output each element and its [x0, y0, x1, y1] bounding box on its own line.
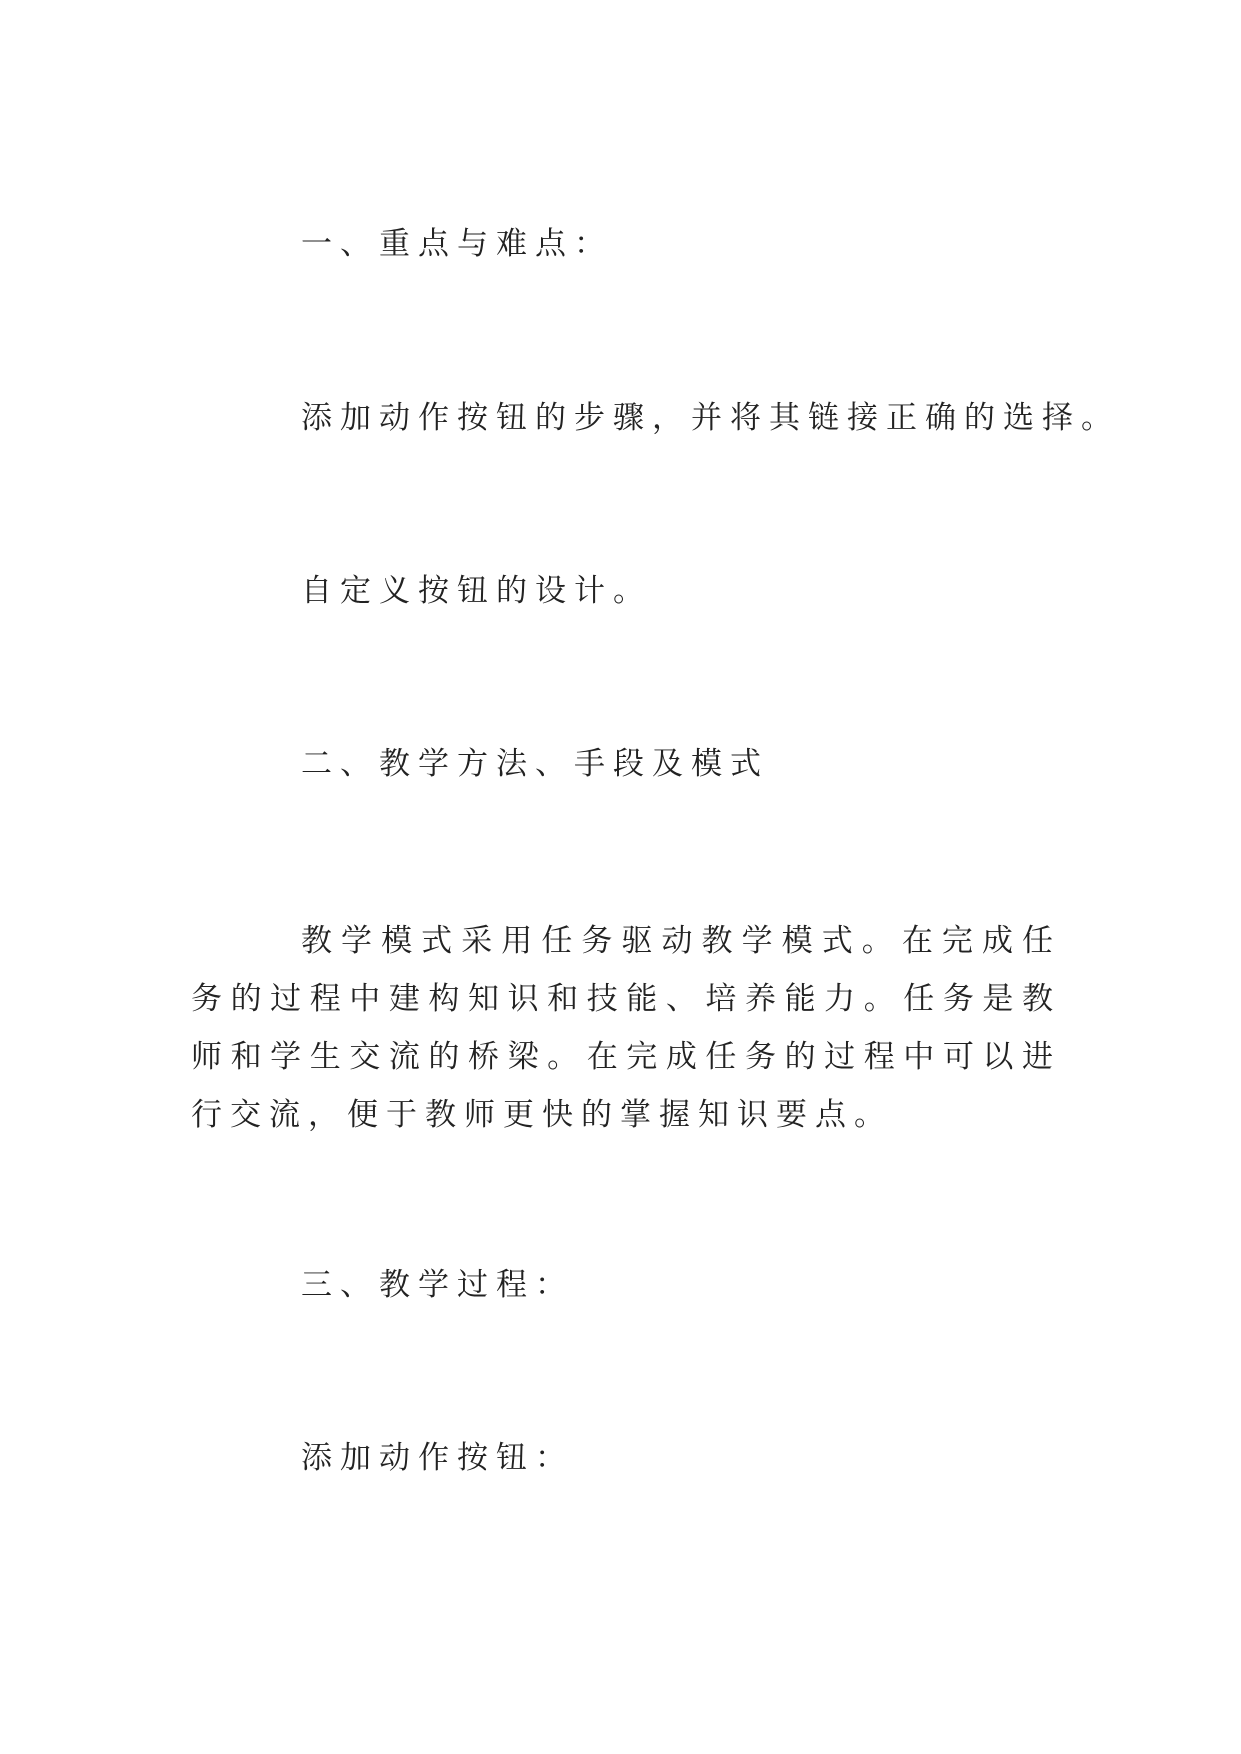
section-heading-key-points: 一、重点与难点：: [301, 226, 613, 262]
section-heading-teaching-methods: 二、教学方法、手段及模式: [301, 746, 769, 782]
subheading-add-action-button: 添加动作按钮：: [301, 1440, 574, 1476]
key-point-action-button-steps: 添加动作按钮的步骤，并将其链接正确的选择。: [301, 400, 1120, 436]
key-point-custom-button-design: 自定义按钮的设计。: [301, 573, 652, 609]
section-heading-teaching-process: 三、教学过程：: [301, 1267, 574, 1303]
teaching-mode-paragraph: 教学模式采用任务驱动教学模式。在完成任务的过程中建构知识和技能、培养能力。任务是教师和学生交流的桥梁。在完成任务的过程中可以进行交流，便于教师更快的掌握知识要点。: [191, 923, 1061, 1133]
